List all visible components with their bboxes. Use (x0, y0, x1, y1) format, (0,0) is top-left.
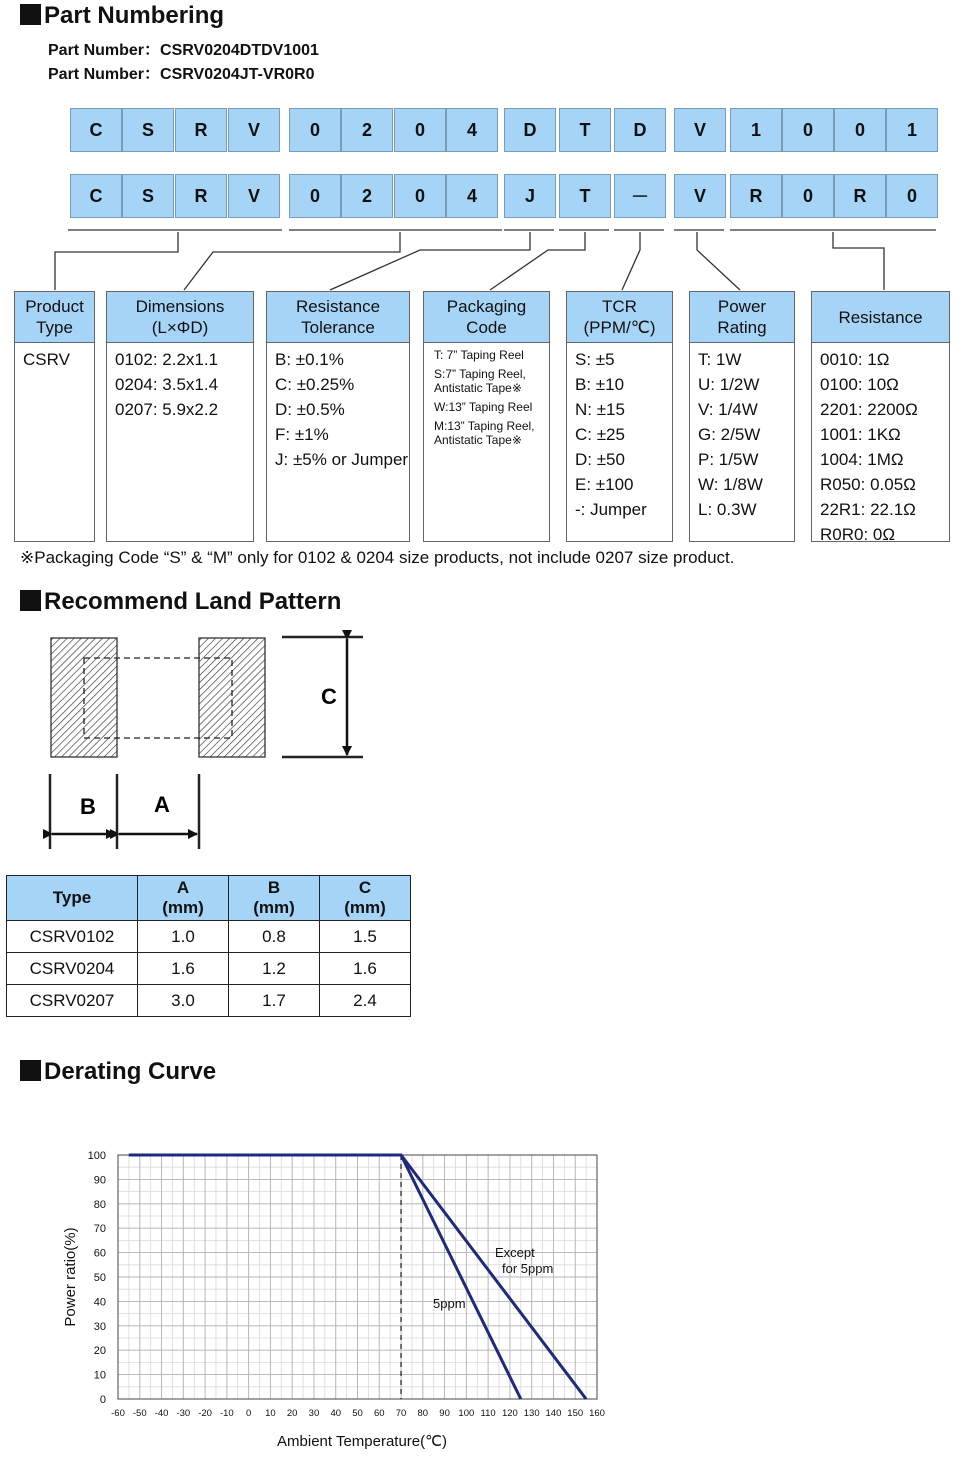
y-tick-label: 100 (87, 1150, 106, 1162)
x-tick-label: 0 (245, 1408, 252, 1419)
section-title-land-pattern (20, 588, 341, 616)
box-item: 0207: 5.9x2.2 (115, 400, 219, 419)
header-unit: (mm) (162, 898, 204, 917)
box-body (15, 343, 94, 372)
code-character-cell: 0 (886, 174, 938, 218)
box-header-line: TCR (602, 297, 637, 316)
box-item: C: ±0.25% (275, 375, 355, 394)
x-tick-label: -40 (154, 1408, 169, 1419)
series-label-except: Except (495, 1245, 535, 1260)
box-item: F: ±1% (275, 425, 329, 444)
box-body (567, 343, 672, 522)
col-header-c (320, 876, 411, 921)
code-character-cell: D (504, 108, 556, 152)
box-header-line: Product (25, 297, 84, 316)
y-tick-label: 20 (93, 1345, 106, 1358)
y-tick-label: 60 (93, 1247, 106, 1260)
x-tick-label: 10 (265, 1408, 276, 1419)
x-tick-label: -60 (111, 1408, 125, 1419)
box-header-line: Resistance (295, 297, 381, 316)
land-pattern-diagram (0, 620, 420, 860)
header-text: C (358, 878, 372, 897)
table-cell: 1.0 (138, 921, 229, 953)
right-pad (199, 638, 265, 757)
box-header (15, 292, 94, 343)
code-character-cell: 4 (446, 108, 498, 152)
header-text: B (267, 878, 281, 897)
box-item: P: 1/5W (698, 450, 759, 469)
code-character-cell: － (614, 174, 666, 218)
x-tick-label: 150 (567, 1408, 584, 1419)
box-header-line: Dimensions (135, 297, 225, 316)
x-tick-label: 80 (417, 1408, 429, 1419)
x-tick-label: -20 (198, 1408, 212, 1419)
code-character-cell: 0 (394, 174, 446, 218)
box-item: W: 1/8W (698, 475, 763, 494)
x-tick-label: 90 (439, 1408, 450, 1419)
box-item: R0R0: 0Ω (820, 525, 896, 544)
y-tick-label: 30 (93, 1320, 106, 1333)
y-tick-label: 40 (93, 1296, 106, 1309)
code-character-cell: R (834, 174, 886, 218)
x-tick-label: 40 (330, 1408, 342, 1419)
box-header-line: Code (466, 318, 507, 337)
code-character-cell: T (559, 174, 611, 218)
dim-label-c: C (321, 684, 337, 709)
box-header (567, 292, 672, 343)
table-cell: 1.6 (320, 953, 411, 985)
box-header (812, 292, 949, 343)
box-item: J: ±5% or Jumper (275, 450, 409, 469)
y-tick-label: 50 (93, 1272, 106, 1284)
table-cell: 1.6 (138, 953, 229, 985)
box-header (690, 292, 794, 343)
box-item: 0204: 3.5x1.4 (115, 375, 219, 394)
box-header (267, 292, 409, 343)
table-row (7, 953, 411, 985)
code-character-cell: V (674, 174, 726, 218)
box-item: D: ±0.5% (275, 400, 345, 419)
box-item: W:13” Taping Reel (434, 400, 533, 414)
x-tick-label: -50 (132, 1408, 147, 1419)
header-unit: (mm) (253, 898, 295, 917)
code-character-cell: J (504, 174, 556, 218)
section-title-derating (20, 1058, 216, 1086)
x-tick-label: 120 (501, 1408, 518, 1419)
part-number-value: CSRV0204DTDV1001 (160, 42, 319, 59)
derating-chart (0, 1130, 640, 1459)
box-dimensions (106, 291, 254, 542)
box-header-line: Tolerance (301, 318, 375, 337)
x-tick-label: 20 (286, 1408, 298, 1419)
box-item: 2201: 2200Ω (820, 400, 918, 419)
code-character-cell: 0 (834, 108, 886, 152)
code-character-cell: 2 (341, 174, 393, 218)
box-product-type (14, 291, 95, 542)
land-pattern-table (6, 875, 411, 1017)
code-character-cell: 4 (446, 174, 498, 218)
box-item: R050: 0.05Ω (820, 475, 916, 494)
part-number-label: Part Number： (48, 42, 161, 59)
code-character-cell: T (559, 108, 611, 152)
x-tick-label: 160 (589, 1408, 605, 1419)
box-body (424, 343, 549, 447)
col-header-b (229, 876, 320, 921)
x-tick-label: -10 (219, 1408, 234, 1419)
box-header-line: Packaging (446, 297, 527, 316)
code-character-cell: V (228, 108, 280, 152)
box-resistance (811, 291, 950, 542)
box-header-line: (PPM/℃) (583, 318, 656, 337)
col-header-a (138, 876, 229, 921)
box-item: V: 1/4W (698, 400, 758, 419)
code-character-cell: 0 (289, 108, 341, 152)
box-header-line: Rating (717, 318, 767, 337)
box-header-line: Power (717, 297, 767, 316)
x-tick-label: 30 (308, 1408, 320, 1419)
box-item: D: ±50 (575, 450, 625, 469)
header-text: A (176, 878, 190, 897)
series-label-except: for 5ppm (502, 1261, 554, 1276)
x-axis-label: Ambient Temperature(℃) (277, 1433, 447, 1450)
box-item: E: ±100 (575, 475, 634, 494)
dim-label-a: A (154, 792, 170, 817)
box-item: G: 2/5W (698, 425, 761, 444)
code-character-cell: S (122, 108, 174, 152)
code-character-cell: V (674, 108, 726, 152)
box-item: S: ±5 (575, 350, 615, 369)
box-item: CSRV (23, 350, 70, 369)
x-tick-label: 70 (395, 1408, 407, 1419)
y-tick-label: 10 (93, 1369, 106, 1382)
code-character-cell: R (175, 174, 227, 218)
box-item: 0100: 10Ω (820, 375, 899, 394)
box-item: 22R1: 22.1Ω (820, 500, 916, 519)
code-character-cell: 2 (341, 108, 393, 152)
x-tick-label: 100 (458, 1408, 475, 1419)
code-character-cell: R (175, 108, 227, 152)
dim-label-b: B (80, 794, 96, 819)
y-tick-label: 70 (93, 1223, 106, 1236)
table-header-row (7, 876, 411, 921)
box-packaging-code (423, 291, 550, 542)
code-character-cell: R (730, 174, 782, 218)
box-item: C: ±25 (575, 425, 625, 444)
table-cell: 1.2 (229, 953, 320, 985)
box-tcr (566, 291, 673, 542)
part-number-value: CSRV0204JT-VR0R0 (160, 66, 315, 83)
box-body (812, 343, 949, 547)
box-body (267, 343, 409, 472)
box-item: 1004: 1MΩ (820, 450, 904, 469)
box-body (107, 343, 253, 422)
connector-lines (0, 0, 960, 300)
code-character-cell: D (614, 108, 666, 152)
table-cell: 3.0 (138, 985, 229, 1017)
box-item: U: 1/2W (698, 375, 760, 394)
section-title-text: Derating Curve (44, 1058, 217, 1085)
box-item: N: ±15 (575, 400, 625, 419)
box-item: -: Jumper (575, 500, 647, 519)
code-character-cell: V (228, 174, 280, 218)
box-power-rating (689, 291, 795, 542)
x-tick-label: -30 (176, 1408, 191, 1419)
box-item: 0102: 2.2x1.1 (115, 350, 219, 369)
box-header (107, 292, 253, 343)
table-cell: 1.7 (229, 985, 320, 1017)
code-character-cell: C (70, 108, 122, 152)
box-header (424, 292, 549, 343)
code-character-cell: 0 (782, 174, 834, 218)
code-character-cell: 0 (782, 108, 834, 152)
section-square-icon (20, 1060, 41, 1081)
table-cell: CSRV0102 (7, 921, 138, 953)
header-unit: (mm) (344, 898, 386, 917)
x-tick-label: 140 (545, 1408, 562, 1419)
table-cell: 0.8 (229, 921, 320, 953)
box-header-line: (L×ΦD) (151, 318, 209, 337)
x-tick-label: 60 (373, 1408, 385, 1419)
box-item: M:13” Taping Reel, Antistatic Tape※ (434, 419, 535, 447)
table-row (7, 985, 411, 1017)
y-tick-label: 90 (93, 1174, 106, 1187)
box-item: B: ±0.1% (275, 350, 344, 369)
box-item: 0010: 1Ω (820, 350, 890, 369)
table-cell: CSRV0207 (7, 985, 138, 1017)
box-header-line: Type (36, 318, 73, 337)
header-text: Type (52, 888, 92, 907)
table-cell: CSRV0204 (7, 953, 138, 985)
table-cell: 1.5 (320, 921, 411, 953)
section-title-text: Part Numbering (44, 2, 225, 29)
packaging-note: ※Packaging Code “S” & “M” only for 0102 & 0204 size products, not include 0207 size product. (20, 548, 735, 567)
box-item: S:7” Taping Reel, Antistatic Tape※ (434, 367, 526, 395)
series-label-5ppm: 5ppm (433, 1296, 466, 1311)
box-header-line: Resistance (838, 307, 923, 327)
y-axis-label: Power ratio(%) (62, 1227, 79, 1327)
section-square-icon (20, 590, 41, 611)
x-tick-label: 130 (523, 1408, 540, 1419)
x-tick-label: 110 (480, 1408, 496, 1419)
box-item: T: 7” Taping Reel (434, 348, 524, 362)
box-item: T: 1W (698, 350, 742, 369)
y-tick-label: 80 (93, 1198, 106, 1211)
table-row (7, 921, 411, 953)
box-item: 1001: 1KΩ (820, 425, 901, 444)
box-body (690, 343, 794, 522)
box-item: L: 0.3W (698, 500, 757, 519)
code-character-cell: 0 (394, 108, 446, 152)
table-cell: 2.4 (320, 985, 411, 1017)
box-resistance-tolerance (266, 291, 410, 542)
part-number-label: Part Number： (48, 66, 161, 83)
code-character-cell: 1 (730, 108, 782, 152)
section-title-text: Recommend Land Pattern (44, 588, 342, 615)
left-pad (51, 638, 117, 757)
y-tick-label: 0 (99, 1394, 106, 1406)
col-header-type (7, 876, 138, 921)
code-character-cell: 0 (289, 174, 341, 218)
code-character-cell: 1 (886, 108, 938, 152)
x-tick-label: 50 (352, 1408, 363, 1419)
box-item: B: ±10 (575, 375, 625, 394)
code-character-cell: C (70, 174, 122, 218)
code-character-cell: S (122, 174, 174, 218)
